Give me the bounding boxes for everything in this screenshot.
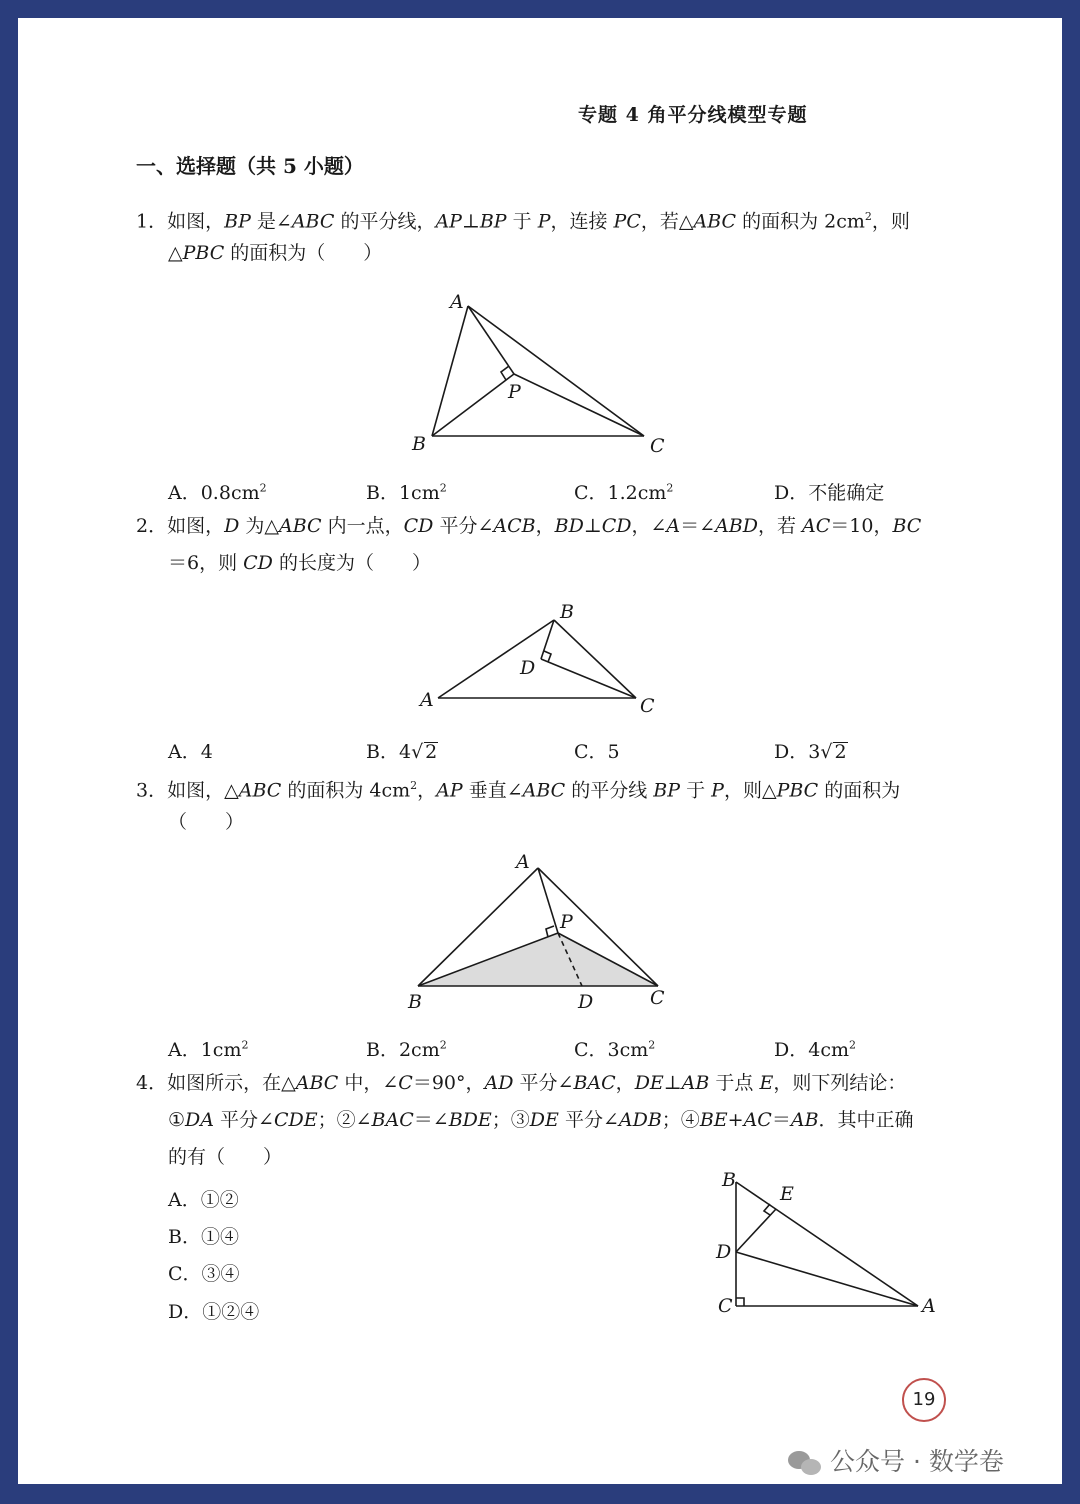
- q1-label-b: B: [412, 433, 426, 455]
- q2-label-d: D: [520, 657, 536, 679]
- q1-option-a: A．$0.8cm^2$: [168, 481, 267, 504]
- q4-segment-ab: [736, 1182, 918, 1306]
- q2-option-b: B．4√ 2: [366, 741, 438, 763]
- q3-option-a: A．$1cm^2$: [168, 1038, 249, 1061]
- q1-label-p: P: [508, 381, 521, 403]
- q4-label-d: D: [716, 1241, 732, 1263]
- question-1-figure: [378, 288, 698, 468]
- question-3-line-1: 3．如图，△ABC 的面积为 $4cm^2$，AP 垂直∠ABC 的平分线 BP 于 P，则△PBC 的面积为: [136, 779, 901, 802]
- question-3-line-2: （ ）: [168, 811, 245, 833]
- question-2-figure: [408, 598, 708, 738]
- q3-option-c: C．$3cm^2$: [574, 1038, 656, 1061]
- q1-segment-ab: [432, 306, 468, 436]
- section-title: 一、选择题（共 5 小题）: [136, 154, 364, 178]
- q1-label-c: C: [650, 435, 665, 457]
- q1-label-a: A: [450, 291, 464, 313]
- q3-label-p: P: [560, 911, 573, 933]
- q2-segment-dc: [541, 659, 636, 698]
- q1-segment-ac: [468, 306, 644, 436]
- q2-label-c: C: [640, 695, 655, 717]
- q4-option-d: D．①②④: [168, 1301, 260, 1323]
- q3-label-b: B: [408, 991, 422, 1013]
- q4-segment-de: [736, 1209, 776, 1252]
- q1-option-b: B．$1cm^2$: [366, 481, 447, 504]
- q1-segment-ap: [468, 306, 514, 374]
- q3-label-d: D: [578, 991, 594, 1013]
- question-1-line-1: 1．如图，BP 是∠ABC 的平分线，AP⊥BP 于 P，连接 PC，若△ABC 的面积为 $2cm^2$，则: [136, 210, 910, 233]
- q2-option-c: C．5: [574, 741, 620, 763]
- q3-option-b: B．$2cm^2$: [366, 1038, 447, 1061]
- q1-option-c: C．$1.2cm^2$: [574, 481, 674, 504]
- q3-label-c: C: [650, 987, 665, 1009]
- watermark: [788, 1442, 1004, 1478]
- question-4-line-1: 4．如图所示，在△ABC 中，∠C＝90°，AD 平分∠BAC，DE⊥AB 于点 E，则下列结论：: [136, 1072, 907, 1094]
- watermark-text: 公众号 · 数学卷: [830, 1447, 1004, 1476]
- q4-option-c: C．③④: [168, 1263, 240, 1285]
- q2-option-d: D．3√ 2: [774, 741, 847, 763]
- q2-segment-ab: [438, 620, 554, 698]
- q4-segment-da: [736, 1252, 918, 1306]
- q3-option-d: D．$4cm^2$: [774, 1038, 856, 1061]
- q4-label-a: A: [922, 1295, 936, 1317]
- q2-label-a: A: [420, 689, 434, 711]
- q2-label-b: B: [560, 601, 574, 623]
- question-2-line-1: 2．如图，D 为△ABC 内一点，CD 平分∠ACB，BD⊥CD，∠A＝∠ABD，若 AC＝10，BC: [136, 515, 922, 537]
- q2-segment-bc: [554, 620, 636, 698]
- question-3-figure: [398, 848, 718, 1028]
- q4-right-angle-mark-c: [736, 1298, 744, 1306]
- q4-option-a: A．①②: [168, 1189, 239, 1211]
- q4-option-b: B．①④: [168, 1226, 239, 1248]
- question-4-line-3: 的有（ ）: [168, 1146, 283, 1168]
- q1-option-d: D．不能确定: [774, 482, 885, 504]
- page-header-title: 专题 4 角平分线模型专题: [578, 104, 808, 126]
- q4-label-c: C: [718, 1295, 733, 1317]
- question-4-figure: [708, 1166, 958, 1326]
- question-1-line-2: △PBC 的面积为（ ）: [168, 242, 383, 264]
- q4-label-b: B: [722, 1169, 736, 1191]
- wechat-icon: [788, 1449, 822, 1477]
- q2-option-a: A．4: [168, 741, 213, 763]
- q1-segment-bp: [432, 374, 514, 436]
- question-4-line-2: ①DA 平分∠CDE；②∠BAC＝∠BDE；③DE 平分∠ADB；④BE+AC＝AB．其中正确: [168, 1109, 914, 1131]
- q3-label-a: A: [516, 851, 530, 873]
- q4-label-e: E: [780, 1183, 794, 1205]
- question-2-line-2: ＝6，则 CD 的长度为（ ）: [168, 552, 431, 574]
- document-page: [18, 18, 1062, 1484]
- page-number-badge: 19: [902, 1378, 946, 1422]
- q1-segment-pc: [514, 374, 644, 436]
- q4-right-angle-mark-e: [764, 1204, 770, 1215]
